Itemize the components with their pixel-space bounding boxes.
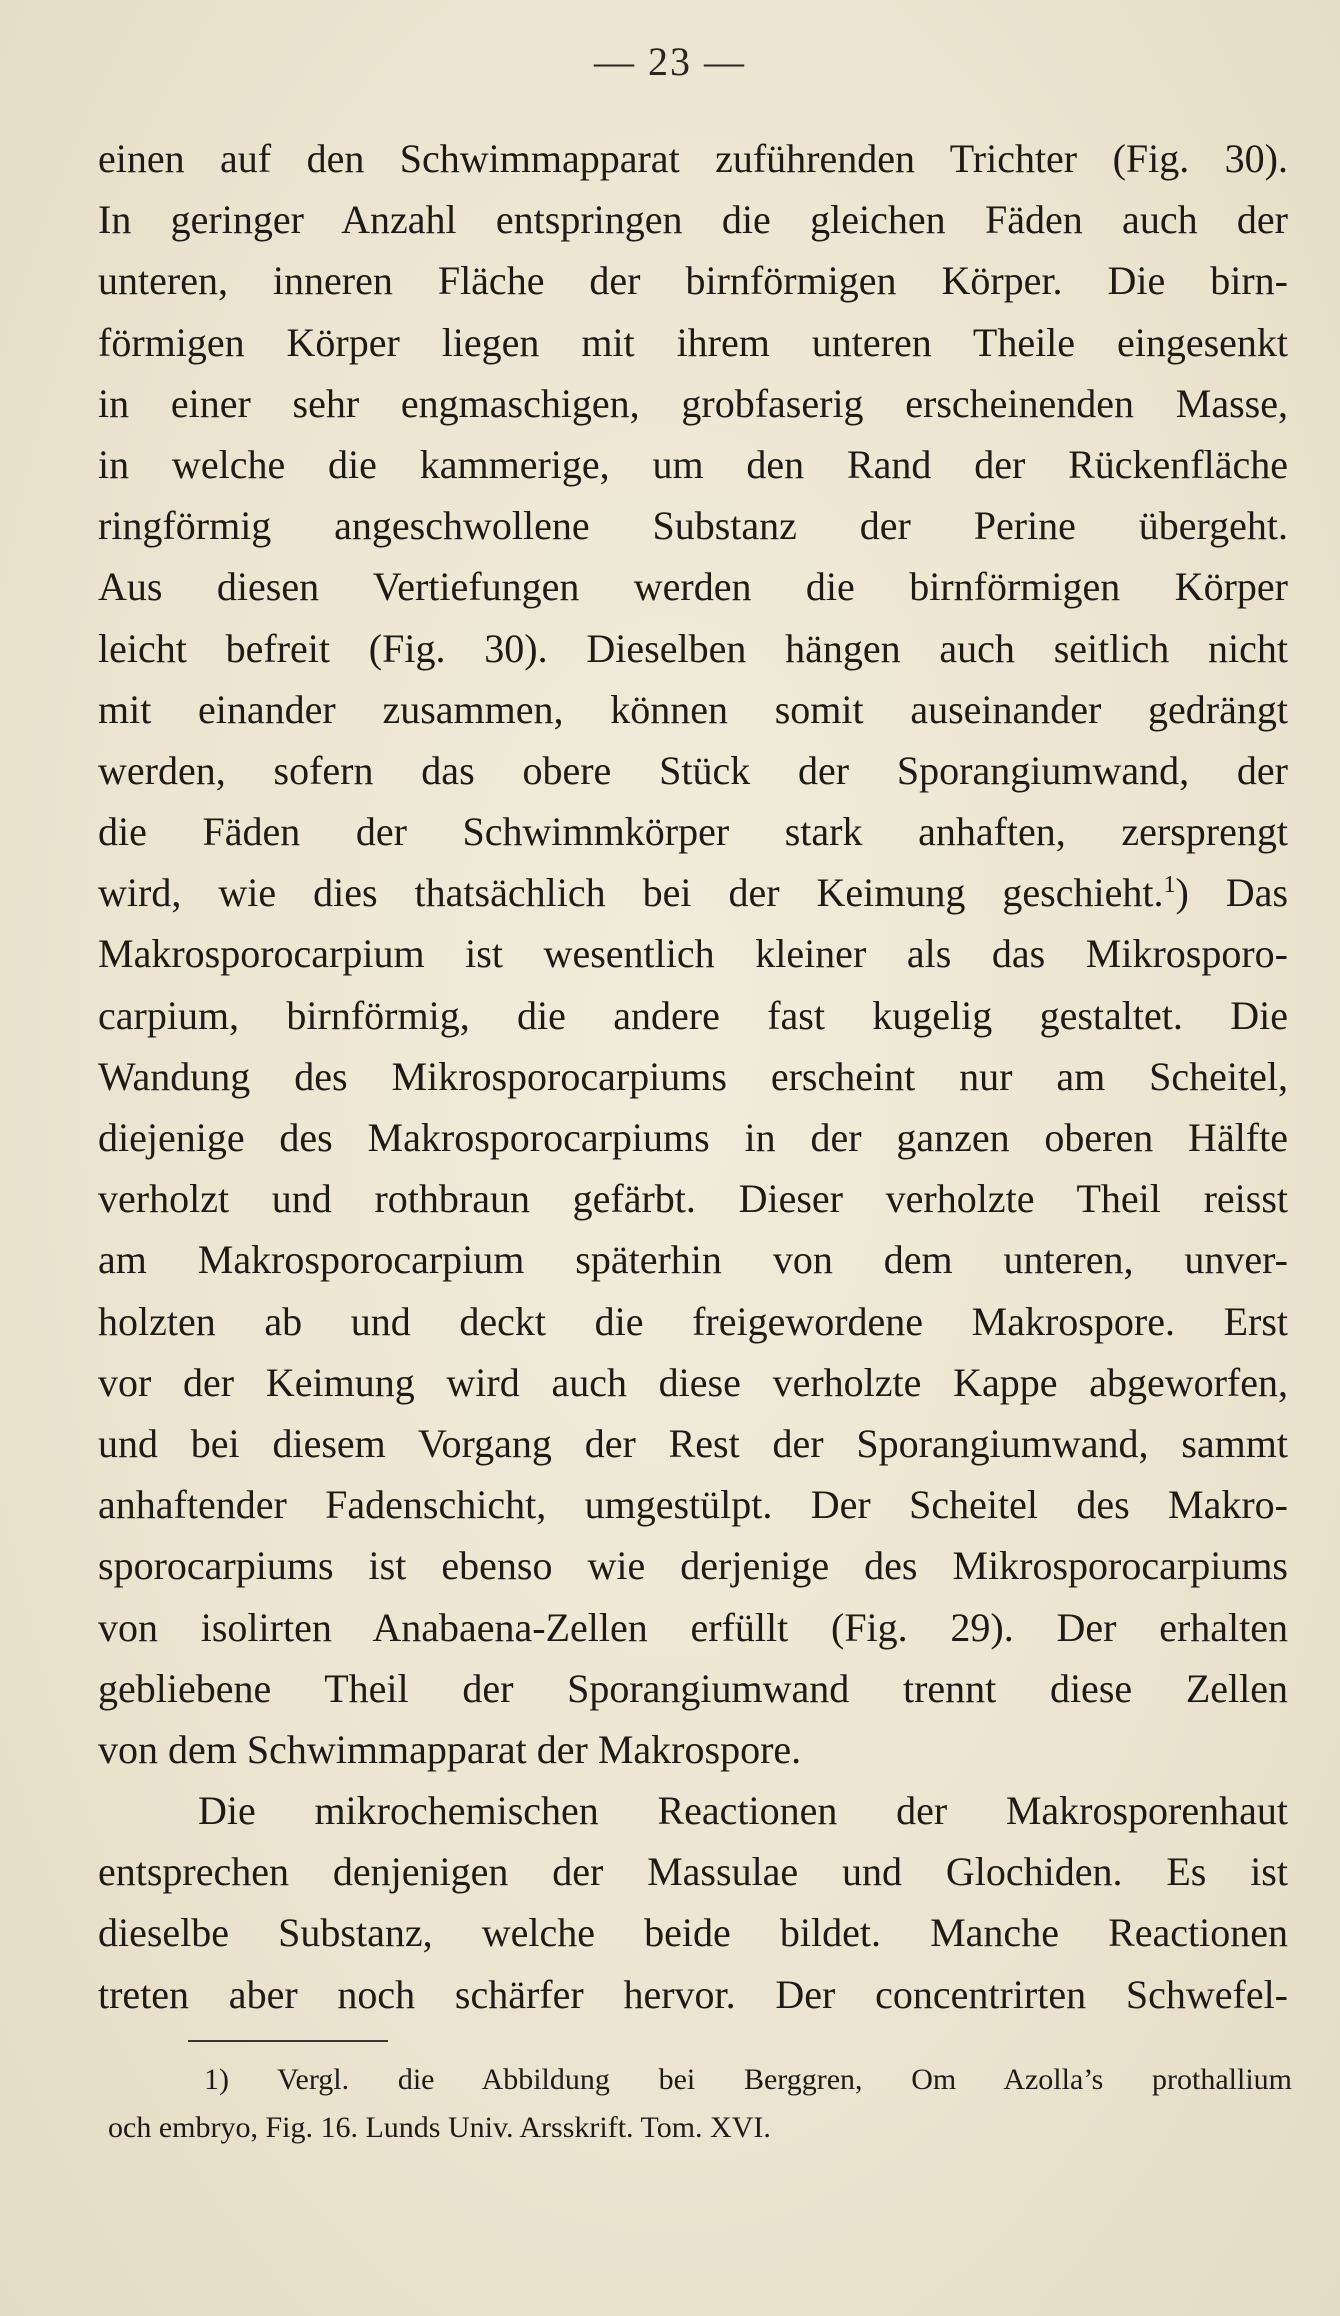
text-line-with-footnote: [98, 862, 1288, 923]
text-line: holzten ab und deckt die freigewordene Makrospore. Erst: [98, 1298, 1288, 1344]
body-text: [98, 128, 1288, 2025]
footnote-reference: 1: [1163, 872, 1176, 899]
text-line: vor der Keimung wird auch diese verholzte Kappe abgeworfen,: [98, 1359, 1288, 1405]
text-line: carpium, birnförmig, die andere fast kugelig gestaltet. Die: [98, 992, 1288, 1038]
text-line: diejenige des Makrosporocarpiums in der ganzen oberen Hälfte: [98, 1115, 1288, 1160]
text-segment: wird, wie dies thatsächlich bei der Keimung geschieht.: [98, 870, 1164, 916]
footnote-line: 1) Vergl. die Abbildung bei Berggren, Om Azolla’s prothallium: [204, 2063, 1292, 2096]
text-line: In geringer Anzahl entspringen die gleichen Fäden auch der: [98, 197, 1288, 243]
text-line: in welche die kammerige, um den Rand der Rückenfläche: [98, 441, 1288, 487]
text-line: ringförmig angeschwollene Substanz der Perine übergeht.: [98, 503, 1288, 549]
text-line: Aus diesen Vertiefungen werden die birnförmigen Körper: [98, 564, 1288, 610]
text-line: mit einander zusammen, können somit auseinander gedrängt: [98, 686, 1288, 732]
text-line: leicht befreit (Fig. 30). Dieselben hängen auch seitlich nicht: [98, 625, 1288, 671]
text-line: Makrosporocarpium ist wesentlich kleiner als das Mikrosporo-: [98, 931, 1288, 977]
paragraph-end-line: von dem Schwimmapparat der Makrospore.: [98, 1726, 802, 1772]
text-line: anhaftender Fadenschicht, umgestülpt. Der Scheitel des Makro-: [98, 1482, 1288, 1528]
paragraph-start-line: Die mikrochemischen Reactionen der Makrosporenhaut: [198, 1788, 1288, 1834]
text-line: unteren, inneren Fläche der birnförmigen Körper. Die birn-: [98, 258, 1288, 304]
text-line: von isolirten Anabaena-Zellen erfüllt (Fig. 29). Der erhalten: [98, 1604, 1288, 1650]
text-line: treten aber noch schärfer hervor. Der concentrirten Schwefel-: [98, 1971, 1288, 2017]
text-line: einen auf den Schwimmapparat zuführenden Trichter (Fig. 30).: [98, 136, 1288, 181]
text-line: verholzt und rothbraun gefärbt. Dieser verholzte Theil reisst: [98, 1176, 1288, 1222]
text-line: förmigen Körper liegen mit ihrem unteren Theile eingesenkt: [98, 319, 1288, 365]
page-number: — 23 —: [594, 39, 746, 84]
text-line: die Fäden der Schwimmkörper stark anhaften, zersprengt: [98, 809, 1288, 855]
text-line: am Makrosporocarpium späterhin von dem unteren, unver-: [98, 1237, 1288, 1283]
text-line: Wandung des Mikrosporocarpiums erscheint nur am Scheitel,: [98, 1053, 1288, 1099]
footnote-line: och embryo, Fig. 16. Lunds Univ. Arsskrift. Tom. XVI.: [108, 2111, 771, 2144]
text-line: werden, sofern das obere Stück der Sporangiumwand, der: [98, 747, 1288, 793]
text-line: sporocarpiums ist ebenso wie derjenige des Mikrosporocarpiums: [98, 1543, 1288, 1589]
text-line: in einer sehr engmaschigen, grobfaserig erscheinenden Masse,: [98, 380, 1288, 426]
text-line: gebliebene Theil der Sporangiumwand trennt diese Zellen: [98, 1665, 1288, 1711]
footnote-divider: [188, 2040, 388, 2042]
text-line: und bei diesem Vorgang der Rest der Sporangiumwand, sammt: [98, 1420, 1288, 1466]
text-line: dieselbe Substanz, welche beide bildet. Manche Reactionen: [98, 1910, 1288, 1956]
text-line: entsprechen denjenigen der Massulae und Glochiden. Es ist: [98, 1849, 1288, 1895]
text-segment: ) Das: [1175, 870, 1289, 916]
footnote: [108, 2056, 1292, 2152]
